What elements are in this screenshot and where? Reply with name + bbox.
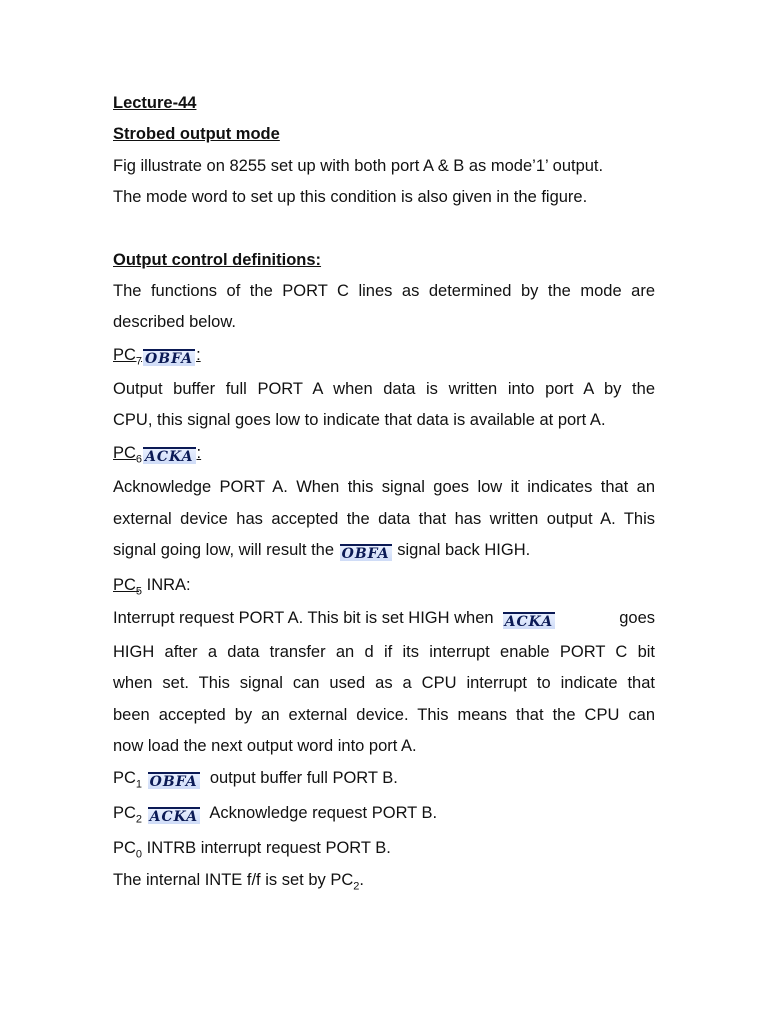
obfa-signal-icon: OBFA bbox=[145, 351, 194, 367]
functions-line-1: The functions of the PORT C lines as determined by the mode are bbox=[113, 282, 655, 300]
acka-signal-icon: ACKA bbox=[504, 614, 554, 630]
pc6-label bbox=[113, 443, 655, 469]
pc6-prefix: $PC_6$ ACKA : bbox=[113, 444, 202, 466]
pc6-desc-line-2: external device has accepted the data that has written output A. This bbox=[113, 510, 655, 528]
pc5-label: $PC_5$ INRA: bbox=[113, 576, 191, 598]
functions-line-2: described below. bbox=[113, 313, 236, 331]
pc2-line: $PC_2$ ACKA Acknowledge request PORT B. bbox=[113, 804, 438, 826]
pc5-desc-line-1: Interrupt request PORT A. This bit is set HIGH when ACKA goes bbox=[113, 609, 655, 630]
inte-line: The internal INTE f/f is set by $PC_2$. bbox=[113, 871, 364, 893]
pc7-label bbox=[113, 345, 655, 371]
pc7-prefix: $PC_7$ OBFA : bbox=[113, 346, 201, 368]
pc1-line: $PC_1$ OBFA output buffer full PORT B. bbox=[113, 769, 398, 791]
pc6-desc-line-3: signal going low, will result the OBFA signal back HIGH. bbox=[113, 541, 531, 562]
obfa-signal-icon: OBFA bbox=[149, 774, 198, 790]
pc7-desc-line-1: Output buffer full PORT A when data is written into port A by the bbox=[113, 380, 655, 398]
pc5-desc-line-5: now load the next output word into port A. bbox=[113, 737, 417, 755]
pc7-desc-line-2: CPU, this signal goes low to indicate that data is available at port A. bbox=[113, 411, 606, 429]
intro-line-2: The mode word to set up this condition is also given in the figure. bbox=[113, 188, 588, 206]
pc0-line: $PC_0$ INTRB interrupt request PORT B. bbox=[113, 839, 391, 861]
section-title: Strobed output mode bbox=[113, 125, 280, 143]
pc5-desc-line-2: HIGH after a data transfer an d if its interrupt enable PORT C bit bbox=[113, 643, 655, 661]
pc5-desc-line-4: been accepted by an external device. This means that the CPU can bbox=[113, 706, 655, 724]
document-page bbox=[113, 0, 658, 1024]
acka-signal-icon: ACKA bbox=[149, 809, 199, 825]
output-control-heading: Output control definitions: bbox=[113, 251, 322, 269]
lecture-title: Lecture-44 bbox=[113, 94, 197, 112]
intro-line-1: Fig illustrate on 8255 set up with both port A & B as mode’1’ output. bbox=[113, 157, 604, 175]
pc5-desc-line-3: when set. This signal can used as a CPU interrupt to indicate that bbox=[113, 674, 655, 692]
acka-signal-icon: ACKA bbox=[145, 449, 194, 465]
pc6-desc-line-1: Acknowledge PORT A. When this signal goes low it indicates that an bbox=[113, 478, 655, 496]
obfa-signal-icon: OBFA bbox=[341, 546, 390, 562]
